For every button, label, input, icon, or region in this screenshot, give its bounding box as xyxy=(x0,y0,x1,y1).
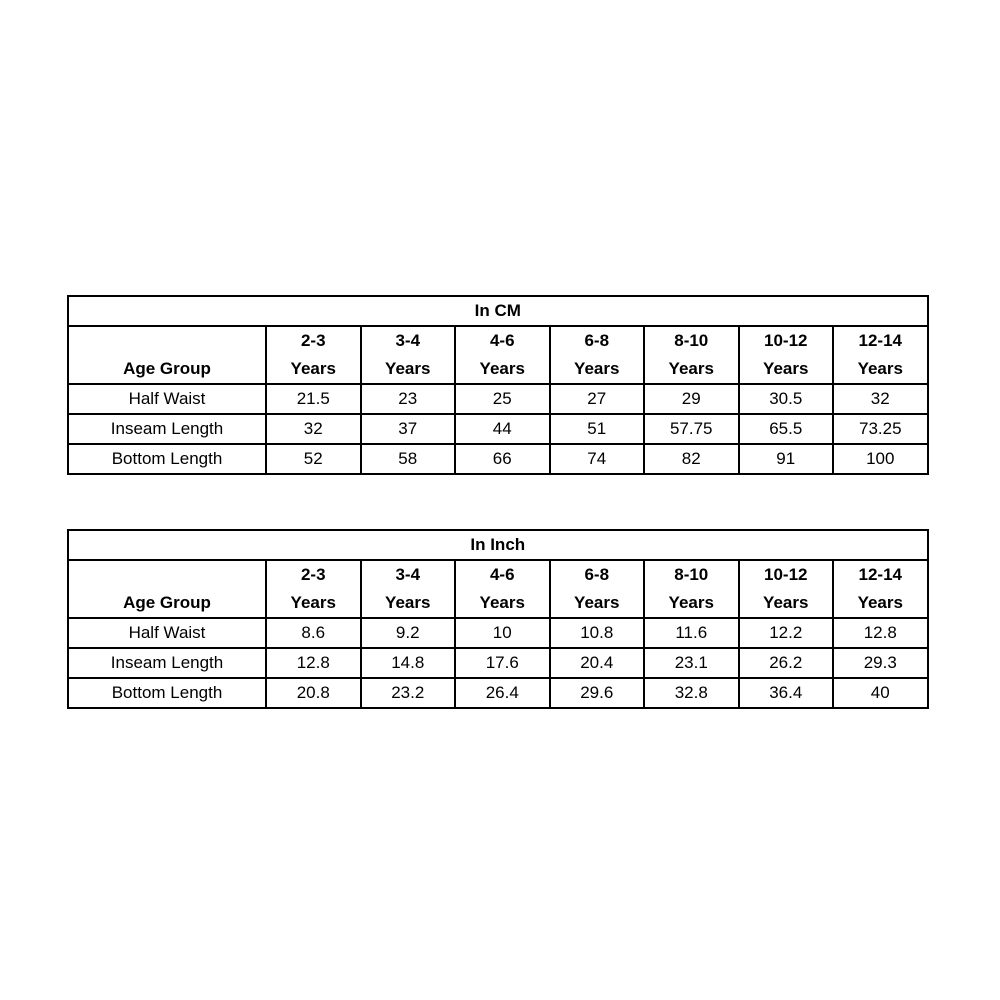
row-label: Half Waist xyxy=(68,618,266,648)
age-group-header: Age Group xyxy=(68,326,266,384)
table-cell: 27 xyxy=(550,384,645,414)
table-cell: 26.4 xyxy=(455,678,550,708)
table-cell: 30.5 xyxy=(739,384,834,414)
table-cell: 82 xyxy=(644,444,739,474)
table-cell: 10 xyxy=(455,618,550,648)
table-cell: 74 xyxy=(550,444,645,474)
table-cell: 44 xyxy=(455,414,550,444)
table-cell: 20.4 xyxy=(550,648,645,678)
table-cell: 29.3 xyxy=(833,648,928,678)
table-cell: 52 xyxy=(266,444,361,474)
row-label: Inseam Length xyxy=(68,414,266,444)
table-cell: 32 xyxy=(266,414,361,444)
row-label: Inseam Length xyxy=(68,648,266,678)
table-cell: 73.25 xyxy=(833,414,928,444)
table-cell: 40 xyxy=(833,678,928,708)
table-cell: 57.75 xyxy=(644,414,739,444)
table-cell: 8.6 xyxy=(266,618,361,648)
table-cell: 36.4 xyxy=(739,678,834,708)
table-cell: 23.1 xyxy=(644,648,739,678)
table-title: In CM xyxy=(68,296,928,326)
table-cell: 12.2 xyxy=(739,618,834,648)
table-cell: 29 xyxy=(644,384,739,414)
age-group-column-header: 6-8 Years xyxy=(550,560,645,618)
size-table-inch xyxy=(67,529,929,709)
row-label: Half Waist xyxy=(68,384,266,414)
table-cell: 100 xyxy=(833,444,928,474)
table-cell: 20.8 xyxy=(266,678,361,708)
age-group-column-header: 6-8 Years xyxy=(550,326,645,384)
age-group-column-header: 3-4 Years xyxy=(361,326,456,384)
row-label: Bottom Length xyxy=(68,444,266,474)
table-cell: 23.2 xyxy=(361,678,456,708)
age-group-column-header: 12-14 Years xyxy=(833,326,928,384)
age-group-column-header: 10-12 Years xyxy=(739,560,834,618)
age-group-column-header: 2-3 Years xyxy=(266,560,361,618)
age-group-column-header: 3-4 Years xyxy=(361,560,456,618)
table-row xyxy=(68,444,928,474)
table-cell: 12.8 xyxy=(266,648,361,678)
table-title: In Inch xyxy=(68,530,928,560)
table-cell: 23 xyxy=(361,384,456,414)
size-table-cm xyxy=(67,295,929,475)
age-group-column-header: 8-10 Years xyxy=(644,560,739,618)
age-group-column-header: 2-3 Years xyxy=(266,326,361,384)
table-cell: 66 xyxy=(455,444,550,474)
table-cell: 21.5 xyxy=(266,384,361,414)
table-row xyxy=(68,678,928,708)
table-cell: 10.8 xyxy=(550,618,645,648)
table-cell: 65.5 xyxy=(739,414,834,444)
table-cell: 9.2 xyxy=(361,618,456,648)
row-label: Bottom Length xyxy=(68,678,266,708)
table-cell: 51 xyxy=(550,414,645,444)
age-group-column-header: 4-6 Years xyxy=(455,560,550,618)
age-group-header: Age Group xyxy=(68,560,266,618)
table-row xyxy=(68,414,928,444)
table-cell: 26.2 xyxy=(739,648,834,678)
table-cell: 11.6 xyxy=(644,618,739,648)
table-cell: 32 xyxy=(833,384,928,414)
table-row xyxy=(68,618,928,648)
table-cell: 29.6 xyxy=(550,678,645,708)
table-cell: 91 xyxy=(739,444,834,474)
age-group-column-header: 8-10 Years xyxy=(644,326,739,384)
table-cell: 32.8 xyxy=(644,678,739,708)
age-group-column-header: 12-14 Years xyxy=(833,560,928,618)
table-cell: 58 xyxy=(361,444,456,474)
table-cell: 14.8 xyxy=(361,648,456,678)
table-cell: 12.8 xyxy=(833,618,928,648)
table-cell: 37 xyxy=(361,414,456,444)
table-cell: 17.6 xyxy=(455,648,550,678)
table-cell: 25 xyxy=(455,384,550,414)
age-group-column-header: 10-12 Years xyxy=(739,326,834,384)
table-row xyxy=(68,384,928,414)
table-row xyxy=(68,648,928,678)
age-group-column-header: 4-6 Years xyxy=(455,326,550,384)
